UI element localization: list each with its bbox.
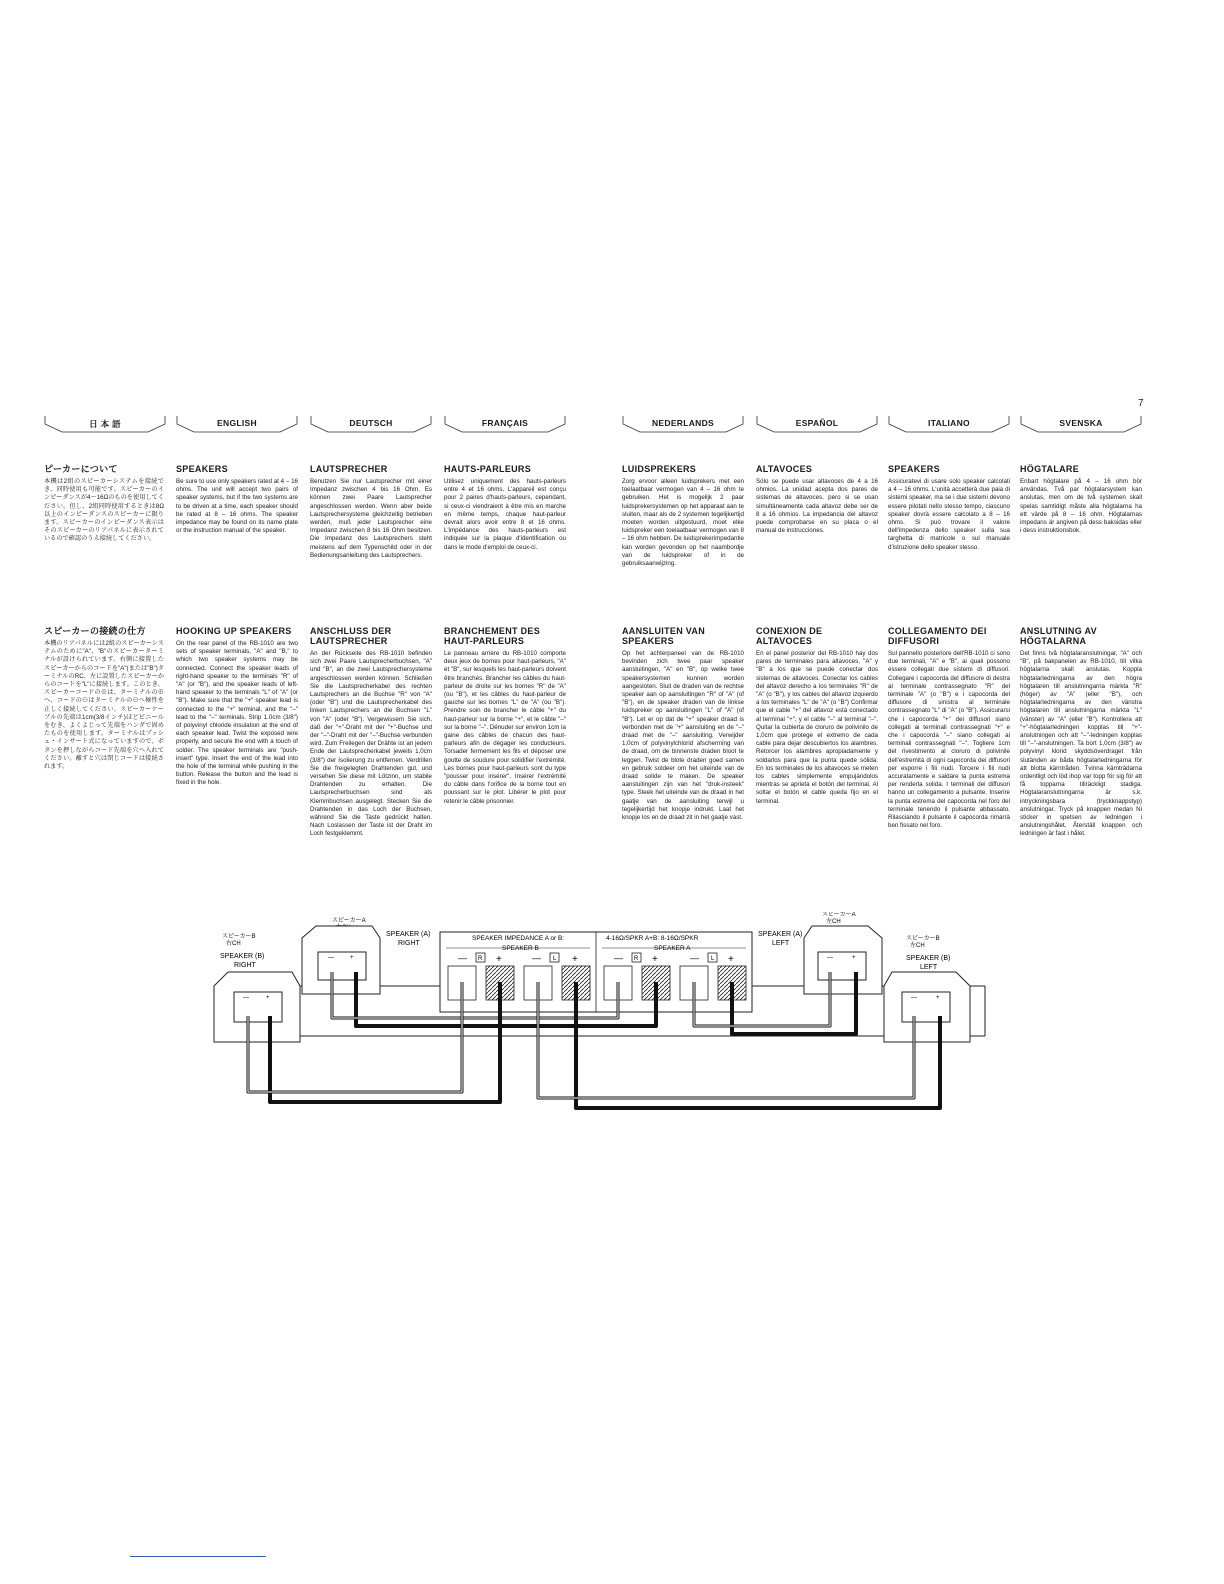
section-speakers-nl <box>622 464 744 614</box>
impedance-label: SPEAKER IMPEDANCE A or B: <box>472 935 565 942</box>
tab-label: 日 本 語 <box>89 419 121 429</box>
speaker-b-left <box>884 935 970 1042</box>
spk-a-right-label-2: RIGHT <box>398 940 420 947</box>
section-title: HAUTS-PARLEURS <box>444 464 532 474</box>
section-speakers-es <box>756 464 878 614</box>
plus-mark: + <box>852 955 856 961</box>
section-title: COLLEGAMENTO DEI DIFFUSORI <box>888 626 987 646</box>
spk-a-left-ch: 左CH <box>826 919 841 925</box>
tab-english <box>176 412 298 434</box>
tab-label: DEUTSCH <box>349 418 393 428</box>
minus-mark: — <box>614 953 623 963</box>
section-body: 本機は2組のスピーカーシステムを接続でき、同時使用も可能です。スピーカーのインピーダンスが4〜16Ωのものを使用してください。但し、2組同時使用するときは8Ω以上のインピーダンスのスピーカーに限ります。スピーカーのインピーダンス表示はそのスピーカーのリアパネルに表示されているので確認のうえ接続してください。 <box>44 478 164 543</box>
plus-mark: + <box>266 995 270 1001</box>
spk-a-right-jp: スピーカーA <box>332 918 366 924</box>
spk-b-right-jp: スピーカーB <box>222 934 256 940</box>
section-title: SPEAKERS <box>888 464 940 474</box>
tab-italiano <box>888 412 1010 434</box>
speaker-a-left <box>758 912 882 994</box>
section-hookup-en <box>176 626 298 916</box>
group-speaker-b: SPEAKER B <box>502 945 539 952</box>
section-hookup-de <box>310 626 432 916</box>
plus-mark: + <box>496 954 502 965</box>
term-r-label: R <box>478 956 483 962</box>
section-title: HÖGTALARE <box>1020 464 1080 474</box>
section-title: CONEXION DE ALTAVOCES <box>756 626 823 646</box>
section-title: HOOKING UP SPEAKERS <box>176 626 292 636</box>
tab-label: ENGLISH <box>217 418 257 428</box>
minus-mark: — <box>911 995 917 1001</box>
speaker-wiring-diagram <box>0 912 1224 1112</box>
section-body: An der Rückseite des RB-1010 befinden sich zwei Paare Lautsprecherbuchsen, "A" und "B", an die zwei Lautsprechersysteme angeschlossen werden können. Schließen Sie die Lautsprecherkabel des rechten Lautsprechers an die Buchse "R" von "A" (oder "B") und die Lautsprecherkabel des linken Lautsprechers an die Buchsen "L" von "A" (oder "B"). Vergewissern Sie sich, daß der "+"-Draht mit der "+"-Buchse und der "–"-Draht mit der "–"-Buchse verbunden wird. Zum Freilegen der Drähte ist an jedem Ende der Lautsprecherkabel jeweils 1,0cm (3/8") der Isolierung zu entfernen. Verdrillen Sie die freigelegten Drahtenden gut, und versehen Sie diese mit Lötzinn, um stabile Drahtenden zu erhalten. Die Lautsprecherbuchsen sind als Klemmbuchsen ausgelegt. Stecken Sie die Drahtenden in das Loch der Buchsen, während Sie die Taste gedrückt halten. Nach Loslassen der Taste ist der Draht im Loch festgeklemmt. <box>310 650 432 838</box>
amplifier-terminal-panel <box>440 932 752 1012</box>
tab-francais <box>444 412 566 434</box>
tab-deutsch <box>310 412 432 434</box>
minus-mark: — <box>243 995 249 1001</box>
section-hookup-nl <box>622 626 744 916</box>
section-title: ピーカーについて <box>44 464 118 474</box>
section-speakers-de <box>310 464 432 614</box>
terminal-plate-icon <box>234 992 282 1022</box>
section-body: Sul pannello posteriore dell'RB-1010 ci sono due terminali, "A" e "B", ai quali possono essere collegati due sistemi di diffusori. Collegare i capocorda del diffusore di destra al terminale contrassegnato "R" del terminale "A" (o "B") e i capocorda del diffusore di sinistra al terminale contrassegnato "L" di "A" (o "B"). Assicurarsi che i capocorda "+" dei diffusori siano collegati ai terminali contrassegnati "+" e che i capocorda "–" siano collegati ai terminali contrassegnati "–". Togliere 1cm del rivestimento al cloruro di polivinile dell'estremità di ogni capocorda dei diffusori per esporre i fili nudi. Torcere i fili nudi accuratamente e saldare la punta estrema per renderla solida. I terminali dei diffusori hanno un collegamento a pulsante. Inserire la punta estrema del capocorda nel foro del terminale tenendo il pulsante abbassato. Rilasciando il pulsante il capocorda rimarrà ben fissato nel foro. <box>888 650 1010 830</box>
minus-mark: — <box>827 955 833 961</box>
term-l-label: L <box>553 956 557 962</box>
tab-nederlands <box>622 412 744 434</box>
spk-a-left-label: SPEAKER (A) <box>758 931 803 938</box>
section-body: Op het achterpaneel van de RB-1010 bevinden zich twee paar speaker aansluitingen, "A" en "B", op welke twee speakersystemen kunnen worden aangesloten. Sluit de draden van de rechtse speaker aan op aansluitingen "R" of "A" (of "B"), en de speaker draden van de linkse luidspreker op aansluitingen "L" of "A" (of "B"). Let er op dat de "+" speaker draad is verbonden met de "+" aansluiting en de "–" draad met de "–" aansluiting. Verwijder 1,0cm of polyvinylchlorid afscherming van de draad, om de binnenste draden bloot te leggen. Twist de blote draden goed samen en gebruik soldeer om het uiteinde van de draad solide te maken. De speaker aansluitingen zijn van het "druk-insteek" type. Steek het uiteinde van de draad in het gaatje van de aansluiting terwijl u tegelijkertijd het knopje indrukt. Laat het knopje los en de draad zit in het gaatje vast. <box>622 650 744 822</box>
group-speaker-a: SPEAKER A <box>654 945 691 952</box>
plus-mark: + <box>728 954 734 965</box>
section-title: ANSCHLUSS DER LAUTSPRECHER <box>310 626 392 646</box>
section-speakers-sv <box>1020 464 1142 614</box>
section-body: 本機のリアパネルには2組のスピーカーシステムのために"A"、"B"のスピーカーターミナルが設けられています。右側に接置したスピーカーからのコードを"A"(または"B")ターミナルのRC、左に設置したスピーカーからのコードを"L"に接続します。このとき、スピーカーコードの⊕は、ターミナルの⊕へ、コードの⊖はターミナルの⊖へ極性を正しく接続してください。スピーカーケーブルの先端は1cm(3/8インチ)ほどビニールをむき、よくよじって先端をハンダで固めたものを使用します。ターミナルはプッシュ・インサート式になっていますので、ボタンを押しながらコード先端を穴へ入れてください。離すと穴は閉じコードは接続されます。 <box>44 640 164 771</box>
section-body: Zorg ervoor alleen luidsprekers met een toelaatbaar vermogen van 4 – 16 ohm te gebruiken. Het is mogelijk 2 paar luidsprekersystemen op het apparaat aan te sluiten, maar als de 2 systemen tegelijkertijd moeten worden uitgestuurd, moet elke luidspreker een toelaatbaar vermogen van 8 – 16 ohm hebben. De luidsprekerimpedantie kan worden gevonden op het naambordje van de luidspreker of in de gebruiksaanwijzing. <box>622 478 744 568</box>
tab-svenska <box>1020 412 1142 434</box>
tab-label: ESPAÑOL <box>795 418 839 428</box>
tab-label: SVENSKA <box>1059 418 1103 428</box>
minus-mark: — <box>458 953 467 963</box>
spk-a-left-jp: スピーカーA <box>822 912 856 918</box>
plus-mark: + <box>572 954 578 965</box>
speaker-a-right <box>302 917 430 994</box>
section-speakers-en <box>176 464 298 614</box>
minus-mark: — <box>690 953 699 963</box>
footer-rule <box>130 1556 266 1557</box>
spk-b-left-label-2: LEFT <box>920 964 938 971</box>
section-title: AANSLUITEN VAN SPEAKERS <box>622 626 706 646</box>
section-speakers-fr <box>444 464 566 614</box>
section-hookup-jp <box>44 626 164 916</box>
plus-mark: + <box>652 954 658 965</box>
terminal-plate-icon <box>818 952 866 980</box>
section-hookup-sv <box>1020 626 1142 916</box>
speaker-b-right <box>214 933 300 1042</box>
section-hookup-it <box>888 626 1010 916</box>
tab-japanese <box>44 412 166 434</box>
tab-label: FRANÇAIS <box>481 418 529 428</box>
term-l-label: L <box>711 956 715 962</box>
section-body: En el panel posterior del RB-1010 hay dos pares de terminales para altavoces, "A" y "B" a los que se puede conectar dos sistemas de altavoces. Conectar los cables del altavoz derecho a los terminales "R" de "A" (o "B"), y los cables del altavoz izquierdo a los terminales "L" de "A" (o "B") Confirmar que el cable "+" del altavoz está conectado al terminal "+", y el cable "–" al terminal "–". Quitar la cubierta de cloruro de polivinilo de 1,0cm que protege el extremo de cada cable para dejar descubiertos los alambres. Retorcer los alambres apropiadamente y soldarlos para que la punta quede sólida. En los terminales de los altavoces se meten los cables simplemente empujándolos mientras se aprieta el botón del terminal. Al soltar el botón el cable queda fijo en el terminal. <box>756 650 878 805</box>
term-r-label: R <box>634 956 639 962</box>
section-body: Sólo se puede usar altavoces de 4 a 16 ohmios. La unidad acepta dos pares de sistemas de altavoces, pero si se usan simultáneamente cada altavoz debe ser de 8 a 16 ohmios. La impedancia del altavoz puede comprobarse en su placa o el manual de instrucciones. <box>756 478 878 535</box>
spk-b-right-label: SPEAKER (B) <box>220 953 265 960</box>
section-speakers-jp <box>44 464 164 614</box>
section-hookup-fr <box>444 626 566 916</box>
spk-a-left-label-2: LEFT <box>772 940 790 947</box>
section-title: スピーカーの接続の仕方 <box>44 626 146 636</box>
section-body: Det finns två högtalaranslutningar, "A" och "B", på bakpanelen av RB-1010, till vilka högtalarna skall anslutas. Koppla högtalarledningarna av den högra högtalaren till anslutningarna märkta "R" (höger) av "A" (eller "B"), och högtalarledningarna av den vänstra högtalaren till anslutningarna märkta "L" (vänster) av "A" (eller "B"). Kontrollera att "+"-högtalarledningen kopplas till "+"-anslutningen och att "–"-ledningen kopplas till "–"-anslutningen. Ta bort 1,0cm (3/8") av polyvinyl klorid skyddsöverdraget från slutänden av båda högtalarledningarna för att blotta kärntråden. Tvinna kärnträdarna ordentligt och löd ihop var topp för sig för att få topparna tillräckligt stadiga. Högtalaranslutningarna är s.k. intryckningsbara (tryckknappstyp) anslutningar. Tryck på knappen medan Ni sticker in spetsen av ledningen i anslutningshålet. Återställ knappen och ledningen är fast i hålet. <box>1020 650 1142 838</box>
spk-b-left-label: SPEAKER (B) <box>906 955 951 962</box>
spk-b-left-ch: 左CH <box>910 943 925 949</box>
terminal-plate-icon <box>318 952 366 980</box>
tab-label: NEDERLANDS <box>651 418 715 428</box>
section-hookup-es <box>756 626 878 916</box>
plus-mark: + <box>350 955 354 961</box>
section-body: Le panneau arrière du RB-1010 comporte deux jeux de bornes pour haut-parleurs, "A" et "B", sur lesquels les haut-parleurs doivent être branchés. Brancher les câbles du haut-parleur de droite sur les bornes "R" de "A" (ou "B"), et les câbles du haut-parleur de gauche sur les bornes "L" de "A" (ou "B"). Prendre soin de brancher le câble "+" du haut-parleur sur la borne "+", et le câble "–" sur la borne "–". Dénuder sur environ 1cm la gaine des câbles de chacun des haut-parleurs afin de dégager les conducteurs. Torsader fermement les fils et déposer une goutte de soudure pour solidifier l'extrémité. Les bornes pour haut-parleurs sont du type "pousser pour insérer". Insérer l'extrémité du câble dans l'orifice de la borne tout en poussant sur le plot. Libérer le plot pour retenir le câble prisonnier. <box>444 650 566 805</box>
section-title: BRANCHEMENT DES HAUT-PARLEURS <box>444 626 541 646</box>
section-title: LUIDSPREKERS <box>622 464 697 474</box>
section-body: Be sure to use only speakers rated at 4 – 16 ohms. The unit will accept two pairs of speaker systems, but if the two systems are to be driven at a time, each speaker should be rated at 8 – 16 ohms. The speaker impedance may be found on its name plate or the instruction manual of the speaker. <box>176 478 298 535</box>
section-body: Assicuratevi di usare solo speaker calcolati a 4 – 16 ohms. L'unità accetterà due paia di sistemi speaker, ma se i due sistemi devono essere pilotati nello stesso tempo, ciascuno speaker dovrà essere calcolato a 8 – 16 ohms. Si può trovare il valore dell'impedenza dello speaker sulla sua targhetta di matricole o sul manuale d'istruzione dello speaker stesso. <box>888 478 1010 551</box>
tab-label: ITALIANO <box>928 418 970 428</box>
section-title: ALTAVOCES <box>756 464 813 474</box>
minus-mark: — <box>532 953 541 963</box>
impedance-value: 4-16Ω/SPKR A+B: 8-16Ω/SPKR <box>606 935 699 942</box>
section-title: SPEAKERS <box>176 464 228 474</box>
spk-a-right-label: SPEAKER (A) <box>386 931 431 938</box>
section-speakers-it <box>888 464 1010 614</box>
page-number: 7 <box>1138 398 1144 409</box>
plus-mark: + <box>936 995 940 1001</box>
section-body: On the rear panel of the RB-1010 are two sets of speaker terminals, "A" and "B," to which two speaker systems may be connected. Connect the speaker leads of right-hand speaker to the terminals "R" of "A" (or "B"), and the speaker leads of left-hand speaker to the terminals "L" of "A" (or "B"). Make sure that the "+" speaker lead is connected to the "+" terminal, and the "–" lead to the "–" terminals. Strip 1.0cm (3/8") of polyvinyl chloride insulation at the end of each speaker lead. Twist the exposed wire properly, and secure the end with a touch of solder. The speaker terminals are "push-insert" type. Insert the end of the lead into the hole of the terminal while pushing in the button. Release the button and the lead is fixed in the hole. <box>176 640 298 787</box>
section-body: Benutzen Sie nur Lautsprecher mit einer Impedanz zwischen 4 bis 16 Ohm. Es können zwei Paare Lautsprecher angeschlossen werden. Wenn aber beide Lautsprechersysteme gleichzeitig betrieben werden, muß jeder Lautsprecher eine Impedanz zwischen 8 bis 16 Ohm besitzen. Die Impedanz des Lautsprechers steht meistens auf dem Typenschild oder in der Bedienungsanleitung des Lautsprechers. <box>310 478 432 559</box>
section-body: Utilisez uniquement des hauts-parleurs entre 4 et 16 ohms. L'appareil est conçu pour 2 paires d'hauts-parleurs, cependant, si ceux-ci viendraient à être mis en marche en même temps, chaque haut-parleur devrait alors avoir entre 8 et 16 ohms. L'impédance des hauts-parleurs est indiquée sur la plaque d'identification ou dans le mode d'emploi de ceux-ci. <box>444 478 566 551</box>
section-title: ANSLUTNING AV HÖGTALARNA <box>1020 626 1097 646</box>
spk-b-right-label-2: RIGHT <box>234 962 256 969</box>
tab-espanol <box>756 412 878 434</box>
section-body: Enbart högtalare på 4 – 16 ohm bör användas. Två par högtalarsystem kan anslutas, men om de två systemen skall spelas samtidigt måste alla högtalarna ha ett värde på 8 – 16 ohm. Högtalarnas impedans är angiven på dess baksidas eller i dess instruktionsbok. <box>1020 478 1142 535</box>
terminal-plate-icon <box>902 992 950 1022</box>
minus-mark: — <box>328 955 334 961</box>
spk-b-left-jp: スピーカーB <box>906 936 940 942</box>
section-title: LAUTSPRECHER <box>310 464 388 474</box>
spk-b-right-ch: 右CH <box>226 941 241 947</box>
